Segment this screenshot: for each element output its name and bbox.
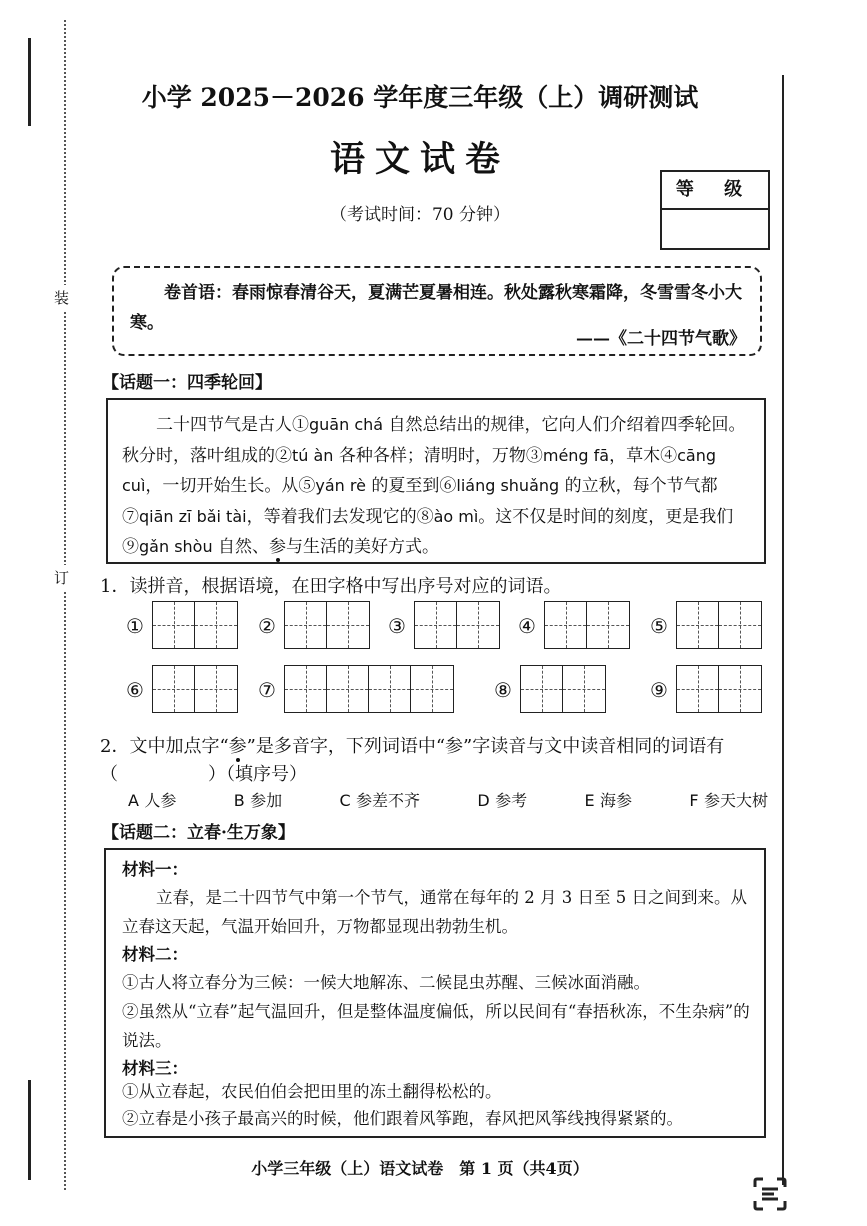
option-b[interactable]: B 参加 bbox=[233, 791, 283, 810]
grid-num-8: ⑧ bbox=[494, 678, 512, 702]
option-c[interactable]: C 参差不齐 bbox=[339, 791, 421, 810]
option-a[interactable]: A 人参 bbox=[128, 791, 177, 810]
q2-options bbox=[128, 788, 768, 811]
material3-item2: ②立春是小孩子最高兴的时候，他们跟着风筝跑，春风把风筝线拽得紧紧的。 bbox=[122, 1109, 683, 1128]
answer-grid-7[interactable] bbox=[284, 665, 454, 713]
preface-source: ——《二十四节气歌》 bbox=[576, 329, 746, 349]
topic2-heading: 【话题二：立春·生万象】 bbox=[102, 823, 295, 843]
question-2: 2．文中加点字“参”是多音字，下列词语中“参”字读音与文中读音相同的词语有 （ ）（填序号） bbox=[100, 733, 780, 789]
preface-text: 卷首语：春雨惊春清谷天，夏满芒夏暑相连。秋处露秋寒霜降，冬雪雪冬小大寒。 bbox=[130, 283, 742, 333]
material3-item1: ①从立春起，农民伯伯会把田里的冻土翻得松松的。 bbox=[122, 1082, 502, 1101]
topic1-heading: 【话题一：四季轮回】 bbox=[102, 373, 272, 393]
preface-box bbox=[112, 266, 762, 356]
grade-label: 等 级 bbox=[662, 172, 768, 210]
answer-grid-8[interactable] bbox=[520, 665, 606, 713]
dotted-char-q2: 参 bbox=[228, 736, 247, 757]
right-margin-line bbox=[782, 75, 784, 1185]
page-footer: 小学三年级（上）语文试卷 第 1 页（共4页） bbox=[251, 1159, 589, 1178]
grid-num-5: ⑤ bbox=[650, 614, 668, 638]
dotted-char: 参 bbox=[269, 537, 286, 557]
answer-grid-4[interactable] bbox=[544, 601, 630, 649]
answer-blank[interactable]: （ ）（填序号） bbox=[100, 764, 307, 785]
option-f[interactable]: F 参天大树 bbox=[689, 791, 768, 810]
answer-grid-3[interactable] bbox=[414, 601, 500, 649]
binding-bar-top bbox=[28, 38, 31, 126]
binding-char-zhuang: 装 bbox=[54, 285, 69, 310]
scan-icon[interactable] bbox=[752, 1176, 788, 1212]
grid-num-3: ③ bbox=[388, 614, 406, 638]
answer-grid-5[interactable] bbox=[676, 601, 762, 649]
answer-grid-2[interactable] bbox=[284, 601, 370, 649]
grade-box bbox=[660, 170, 770, 250]
material3-title: 材料三： bbox=[122, 1059, 188, 1078]
grid-num-1: ① bbox=[126, 614, 144, 638]
grid-num-9: ⑨ bbox=[650, 678, 668, 702]
answer-grid-6[interactable] bbox=[152, 665, 238, 713]
material1-text: 立春，是二十四节气中第一个节气，通常在每年的 2 月 3 日至 5 日之间到来。从立春这天起，气温开始回升，万物都显现出勃勃生机。 bbox=[122, 888, 747, 936]
passage-box bbox=[106, 398, 766, 564]
answer-grid-1[interactable] bbox=[152, 601, 238, 649]
option-d[interactable]: D 参考 bbox=[477, 791, 528, 810]
exam-title: 小学 2025－2026 学年度三年级（上）调研测试 bbox=[141, 83, 699, 112]
exam-time: （考试时间：70 分钟） bbox=[329, 205, 511, 225]
passage-text: 二十四节气是古人①guān chá 自然总结出的规律，它向人们介绍着四季轮回。秋分时，落叶组成的②tú àn 各种各样；清明时，万物③méng fā，草木④cāng cuì，一切开始生长。从⑤yán rè 的夏至到⑥liáng shuǎng 的立秋，每个节气都⑦qiān zī bǎi tài，等着我们去发现它的⑧ào mì。这不仅是时间的刻度，更是我们⑨gǎn shòu 自然、参与生活的美好方式。 bbox=[122, 415, 746, 557]
subject-title: 语文试卷 bbox=[329, 139, 510, 180]
grid-num-4: ④ bbox=[518, 614, 536, 638]
option-e[interactable]: E 海参 bbox=[584, 791, 633, 810]
grid-num-2: ② bbox=[258, 614, 276, 638]
material1-title: 材料一： bbox=[122, 860, 188, 879]
grid-num-6: ⑥ bbox=[126, 678, 144, 702]
binding-bar-bottom bbox=[28, 1080, 31, 1180]
material2-title: 材料二： bbox=[122, 945, 188, 964]
grid-num-7: ⑦ bbox=[258, 678, 276, 702]
answer-grid-9[interactable] bbox=[676, 665, 762, 713]
binding-line bbox=[64, 20, 66, 1190]
question-1: 1．读拼音，根据语境，在田字格中写出序号对应的词语。 bbox=[100, 576, 562, 597]
binding-char-ding: 订 bbox=[54, 565, 69, 590]
material2-item1: ①古人将立春分为三候：一候大地解冻、二候昆虫苏醒、三候冰面消融。 bbox=[122, 973, 650, 992]
material2-item2: ②虽然从“立春”起气温回升，但是整体温度偏低，所以民间有“春捂秋冻，不生杂病”的说法。 bbox=[122, 1002, 750, 1050]
materials-box bbox=[104, 848, 766, 1138]
